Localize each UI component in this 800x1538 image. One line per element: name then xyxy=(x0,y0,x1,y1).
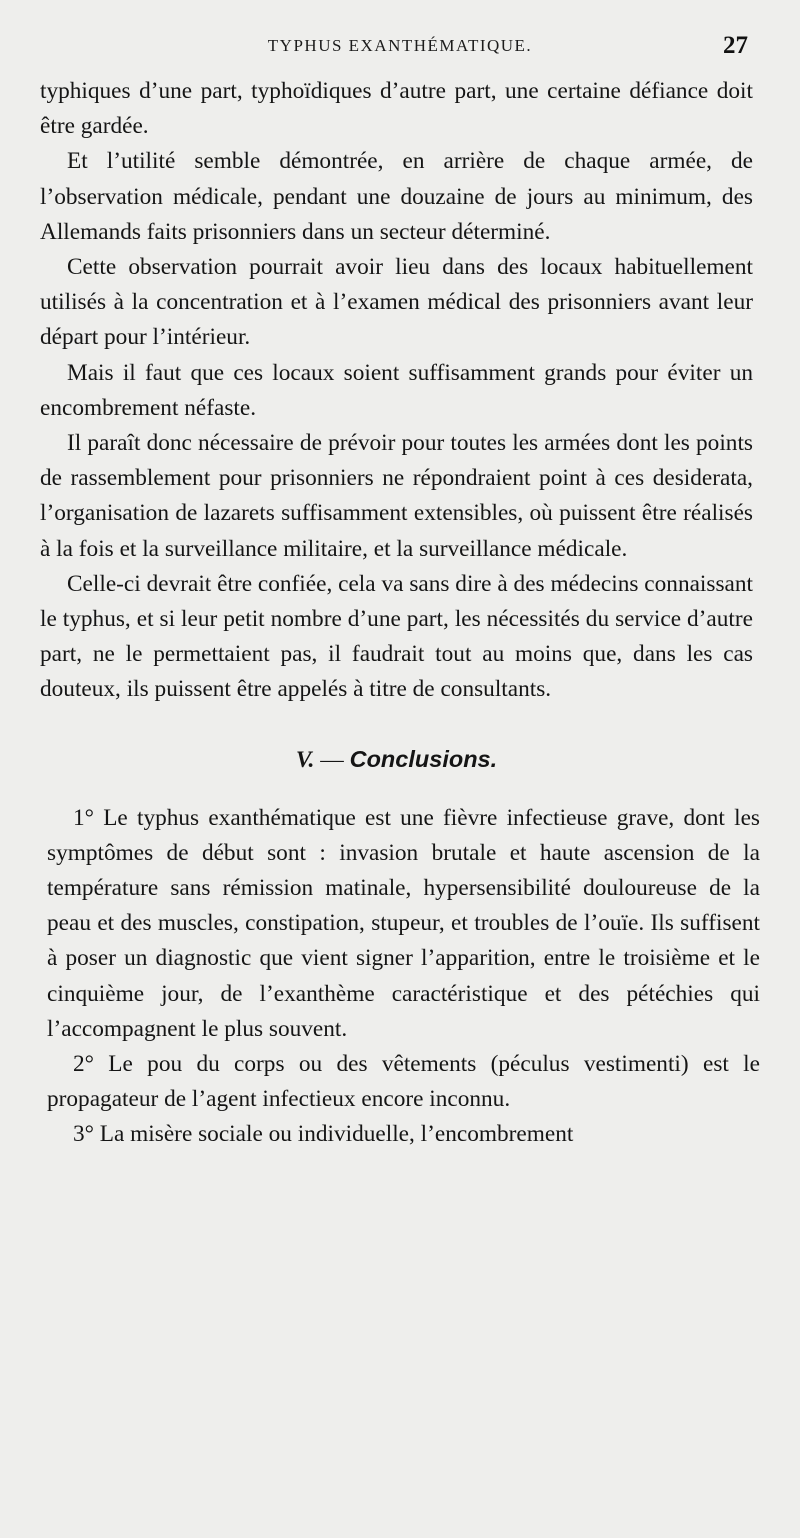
paragraph-lazarets: Il paraît donc nécessaire de prévoir pour toutes les armées dont les points de rassemblement pour prisonniers ne répondraient point à ces desiderata, l’organisation de lazarets suffisamment extensibles, où puissent être réalisés à la fois et la surveillance militaire, et la surveillance médicale. xyxy=(40,430,753,562)
paragraph-physicians: Celle-ci devrait être confiée, cela va sans dire à des médecins connaissant le typhus, et si leur petit nombre d’une part, les nécessités du service d’autre part, ne le permettaient pas, il faudrait tout au moins que, dans les cas douteux, ils puissent être appelés à titre de consultants. xyxy=(40,570,753,703)
running-head xyxy=(0,32,800,62)
section-title: Conclusions. xyxy=(349,745,498,772)
paragraph-observation-premises: Cette observation pourrait avoir lieu dans des locaux habituellement utilisés à la concentration et à l’examen médical des prisonniers avant leur départ pour l’intérieur. xyxy=(40,254,753,351)
section-separator: — xyxy=(314,746,350,773)
paragraph-continued: typhiques d’une part, typhoïdiques d’autre part, une certaine défiance doit être gardée. xyxy=(40,78,753,140)
paragraph-premises-size: Mais il faut que ces locaux soient suffisamment grands pour éviter un encombrement néfaste. xyxy=(40,359,753,421)
paragraph-observation-utility: Et l’utilité semble démontrée, en arrière de chaque armée, de l’observation médicale, pendant une douzaine de jours au minimum, des Allemands faits prisonniers dans un secteur déterminé. xyxy=(40,148,753,245)
section-heading xyxy=(40,742,753,777)
running-title: TYPHUS EXANTHÉMATIQUE. xyxy=(267,36,533,55)
conclusions-list xyxy=(47,801,760,1153)
conclusion-item-2: 2° Le pou du corps ou des vêtements (péculus vestimenti) est le propagateur de l’agent infectieux encore inconnu. xyxy=(47,1051,760,1113)
section-number: V. xyxy=(295,746,315,773)
page-number: 27 xyxy=(723,32,748,59)
conclusion-item-3: 3° La misère sociale ou individuelle, l’encombrement xyxy=(73,1121,574,1148)
conclusion-item-1: 1° Le typhus exanthématique est une fièvre infectieuse grave, dont les symptômes de début sont : invasion brutale et haute ascension de la température sans rémission matinale, hypersensibilité douloureuse de la peau et des muscles, constipation, stupeur, et troubles de l’ouïe. Ils suffisent à poser un diagnostic que vient signer l’apparition, entre le troisième et le cinquième jour, de l’exanthème caractéristique et des pétéchies qui l’accompagnent le plus souvent. xyxy=(47,804,760,1042)
body-text xyxy=(40,74,760,1153)
